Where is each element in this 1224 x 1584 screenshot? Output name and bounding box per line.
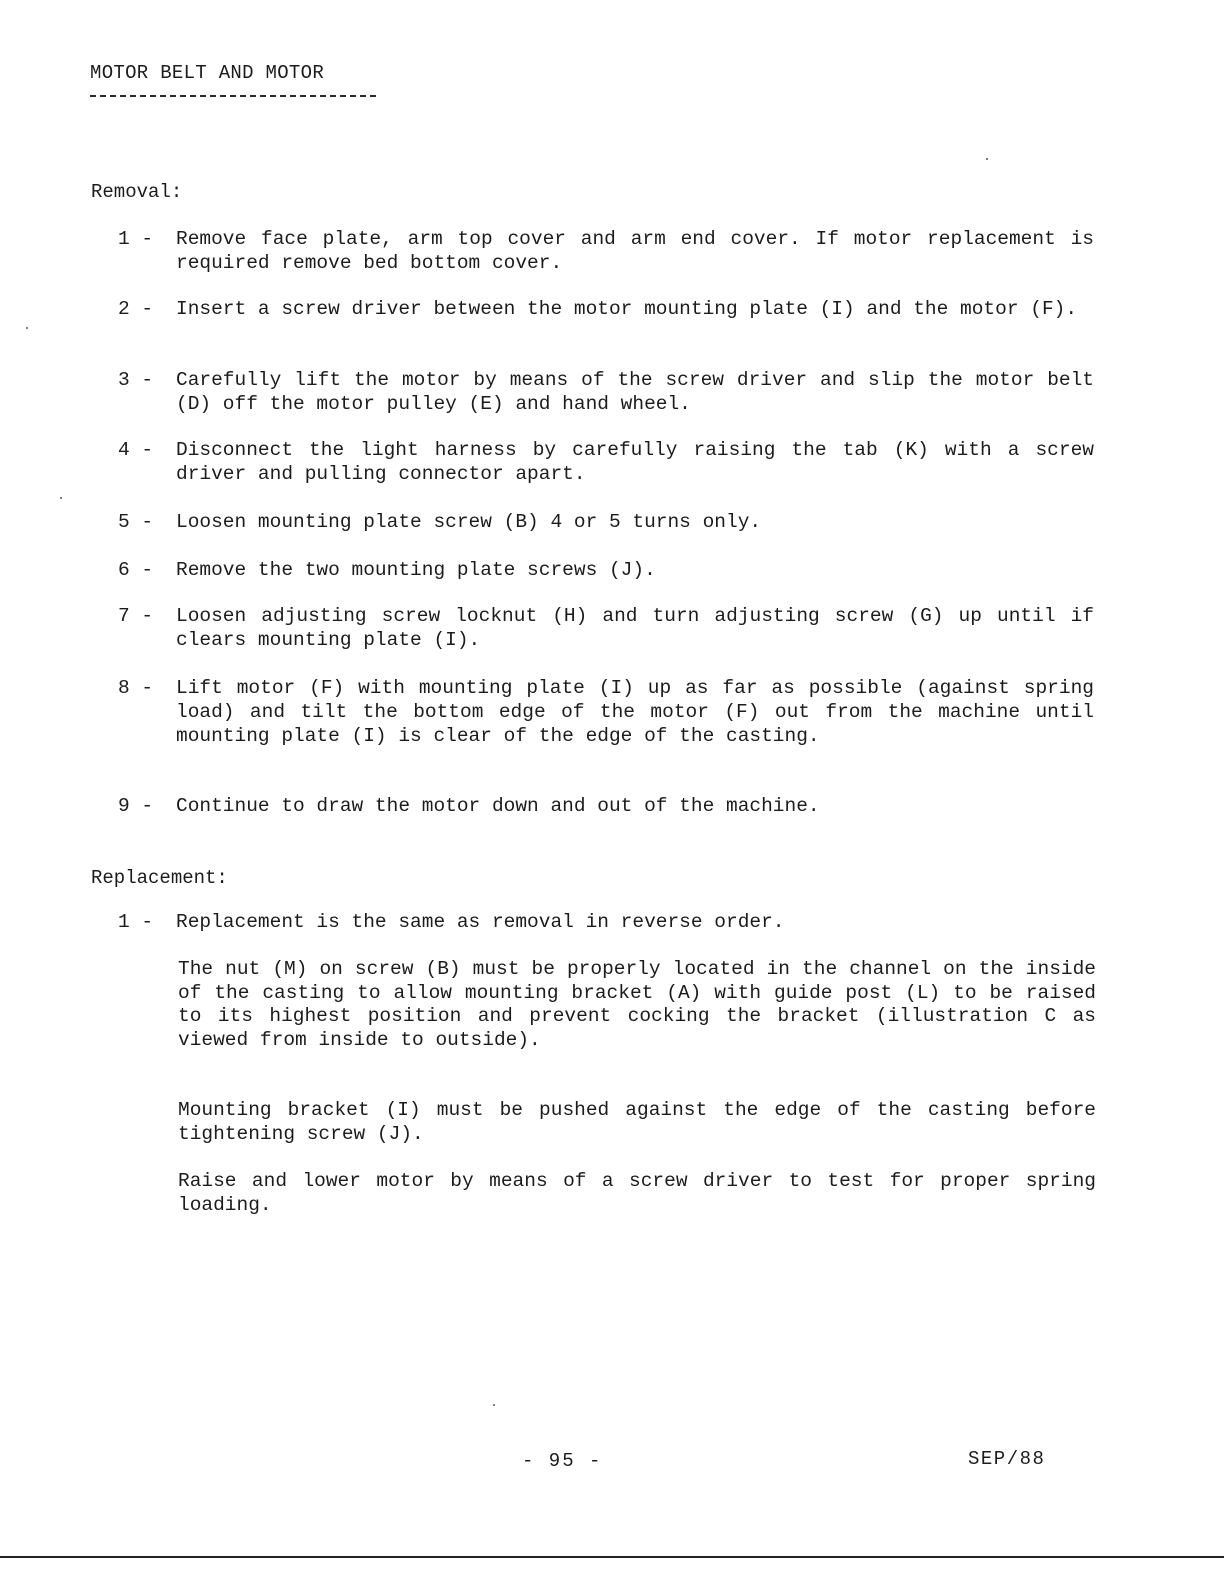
scan-speck [493,1404,495,1406]
replacement-heading: Replacement: [91,867,228,889]
page-title: MOTOR BELT AND MOTOR [90,62,325,84]
step-text: Lift motor (F) with mounting plate (I) up as far as possible (against spring load) and tilt the bottom edge of the motor (F) out from the machine until mounting plate (I) is clear of the edge of the casting. [176,677,1094,747]
step-text: Replacement is the same as removal in reverse order. [176,911,785,933]
step-number: 4 - [118,439,154,461]
step-number: 6 - [118,559,154,581]
step-number: 7 - [118,605,154,627]
step-number: 1 - [118,228,154,250]
step-text: Insert a screw driver between the motor mounting plate (I) and the motor (F). [176,298,1078,320]
scan-speck [60,497,62,499]
replacement-note-test: Raise and lower motor by means of a screw driver to test for proper spring loading. [178,1170,1096,1216]
scan-speck [986,158,988,160]
step-text: Loosen mounting plate screw (B) 4 or 5 turns only. [176,511,762,533]
step-number: 2 - [118,298,154,320]
title-underline [90,95,376,97]
step-number: 5 - [118,511,154,533]
page-number: - 95 - [522,1450,603,1472]
step-number: 8 - [118,677,154,699]
replacement-note-bracket: Mounting bracket (I) must be pushed against the edge of the casting before tightening screw (J). [178,1099,1096,1145]
step-text: Remove face plate, arm top cover and arm end cover. If motor replacement is required remove bed bottom cover. [176,228,1094,274]
replacement-note-nut: The nut (M) on screw (B) must be properly located in the channel on the inside of the casting to allow mounting bracket (A) with guide post (L) to be raised to its highest position and prevent cocking the bracket (illustration C as viewed from inside to outside). [178,958,1096,1051]
step-text: Loosen adjusting screw locknut (H) and turn adjusting screw (G) up until if clears mounting plate (I). [176,605,1094,651]
bottom-rule [0,1556,1224,1558]
removal-heading: Removal: [91,181,183,203]
step-text: Carefully lift the motor by means of the screw driver and slip the motor belt (D) off the motor pulley (E) and hand wheel. [176,369,1094,415]
scan-speck [26,327,28,329]
step-text: Remove the two mounting plate screws (J). [176,559,656,581]
step-text: Disconnect the light harness by carefully raising the tab (K) with a screw driver and pulling connector apart. [176,439,1094,485]
step-number: 3 - [118,369,154,391]
step-number: 1 - [118,911,154,933]
revision-date: SEP/88 [968,1448,1046,1470]
step-text: Continue to draw the motor down and out of the machine. [176,795,820,817]
step-number: 9 - [118,795,154,817]
